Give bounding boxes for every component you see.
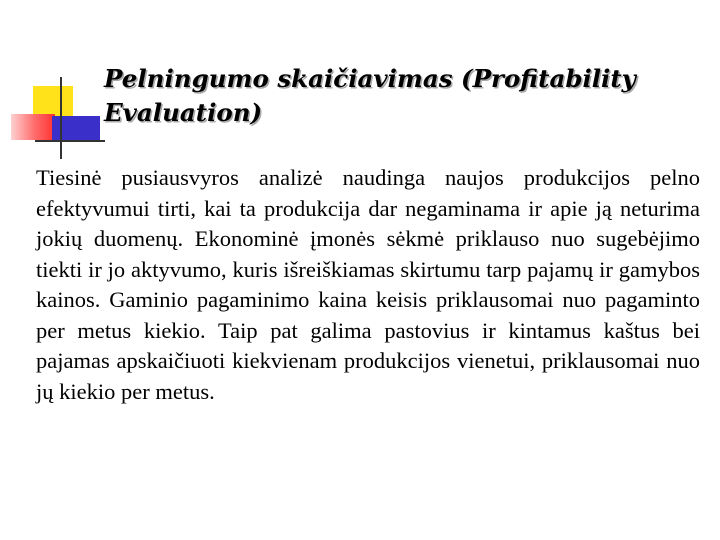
vertical-line-decoration — [60, 77, 62, 159]
red-gradient-decoration — [11, 114, 55, 140]
horizontal-line-decoration — [35, 140, 105, 142]
slide-title: Pelningumo skaičiavimas (Profitability Evaluation) — [104, 64, 636, 127]
slide-body-text: Tiesinė pusiausvyros analizė naudinga naujos produkcijos pelno efektyvumui tirti, kai ta produkcija dar negaminama ir apie ją neturima jokių duomenų. Ekonominė įmonės sėkmė priklauso nuo sugebėjimo tiekti ir jo aktyvumo, kuris išreiškiamas skirtumu tarp pajamų ir gamybos kainos. Gaminio pagaminimo kaina keisis priklausomai nuo pagaminto per metus kiekio. Taip pat galima pastovius ir kintamus kaštus bei pajamas apskaičiuoti kiekvienam produkcijos vienetui, priklausomai nuo jų kiekio per metus. — [36, 165, 700, 404]
